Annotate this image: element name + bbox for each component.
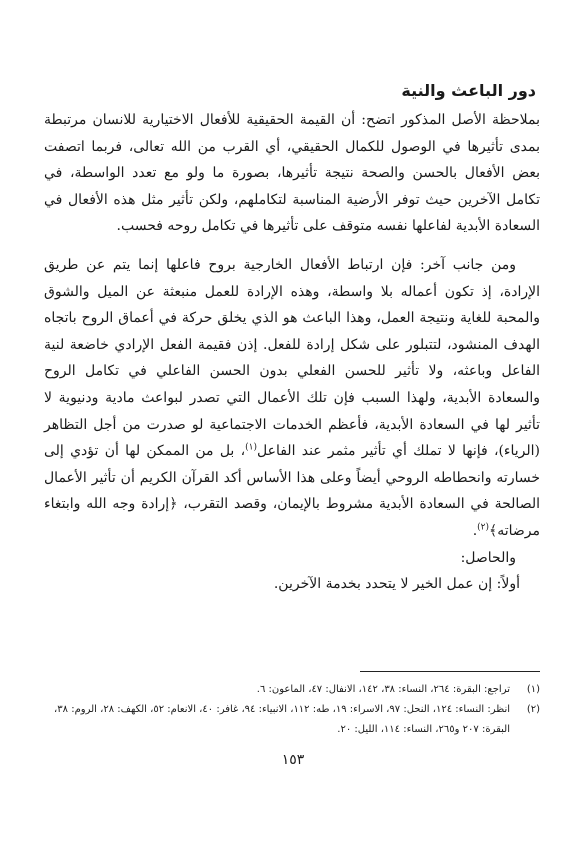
footnote-ref-2[interactable]: (٢) <box>477 522 490 533</box>
footnote-number: (١) <box>526 684 540 695</box>
footnote-text: تراجع: البقرة: ٢٦٤، النساء: ٣٨، ١٤٢، الانفال: ٤٧، الماعون: ٦. <box>256 684 510 695</box>
footnote-2 <box>44 700 540 740</box>
point-1: أولاً: إن عمل الخير لا يتحدد بخدمة الآخرين. <box>273 576 520 593</box>
body-text <box>44 107 540 598</box>
paragraph-2-part-c: . <box>472 522 478 539</box>
conclusion-label: والحاصل: <box>460 549 516 566</box>
footnote-number: (٢) <box>526 704 540 715</box>
section-heading: دور الباعث والنية <box>401 81 536 100</box>
paragraph-2-part-b: ، بل من الممكن لها أن تؤدي إلى خسارته وانحطاطه الروحي أيضاً وعلى هذا الأساس أكد القرآن الكريم أن تأثير الأعمال الصالحة في السعادة الأبدية مشروط بالإيمان، وقصد التقرب، ﴿إرادة وجه الله وابتغاء مرضاته﴾ <box>44 443 540 539</box>
footnote-text: انظر: النساء: ١٢٤، النحل: ٩٧، الاسراء: ١٩، طه: ١١٢، الانبياء: ٩٤، غافر: ٤٠، الانعام: ٥٢، الكهف: ٢٨، الروم: ٣٨، البقرة: ٢٠٧ و٢٦٥، النساء: ١١٤، الليل: ٢٠. <box>54 704 510 735</box>
footnote-1 <box>44 680 540 700</box>
footnotes <box>44 680 540 740</box>
paragraph-2-part-a: ومن جانب آخر: فإن ارتباط الأفعال الخارجية بروح فاعلها إنما يتم عن طريق الإرادة، إذ تكون أعماله بلا واسطة، وهذه الإرادة للعمل منبعثة عن الميل والشوق والمحبة للغاية ونتيجة العمل، وهذا الباعث هو الذي يخلق حركة في أعماق الروح باتجاه الهدف المنشود، لتتبلور على شكل إرادة للفعل. إذن فقيمة الفعل الإرادي خاضعة لنية الفاعل وباعثه، ولا تأثير للحسن الفعلي بدون الحسن الفاعلي في تكامل الروح والسعادة الأبدية، ولهذا السبب فإن تلك الأعمال التي تصدر لبواعث مادية ودنيوية لا تأثير لها في السعادة الأبدية، فأعظم الخدمات الاجتماعية لو صدرت من أجل التظاهر (الرياء)، فإنها لا تملك أي تأثير مثمر عند الفاعل <box>44 256 541 460</box>
footnote-divider <box>360 671 540 672</box>
page-number: ١٥٣ <box>281 752 305 768</box>
paragraph-1: بملاحظة الأصل المذكور اتضح: أن القيمة الحقيقية للأفعال الاختيارية للانسان مرتبطة بمدى تأثيرها في الوصول للكمال الحقيقي، أي القرب من الله تعالى، فربما اتصفت بعض الأفعال بالحسن والصحة نتيجة تأثيرها، بصورة ما ولو مع تعدد الواسطة، في تكامل الآخرين حيث توفر الأرضية المناسبة لتكاملهم، ولكن تأثير مثل هذه الأفعال في السعادة الأبدية لفاعلها نفسه متوقف على تأثيرها في تكامل روحه فحسب. <box>44 112 540 235</box>
paragraph-2 <box>44 252 540 545</box>
footnote-ref-1[interactable]: (١) <box>245 442 257 453</box>
